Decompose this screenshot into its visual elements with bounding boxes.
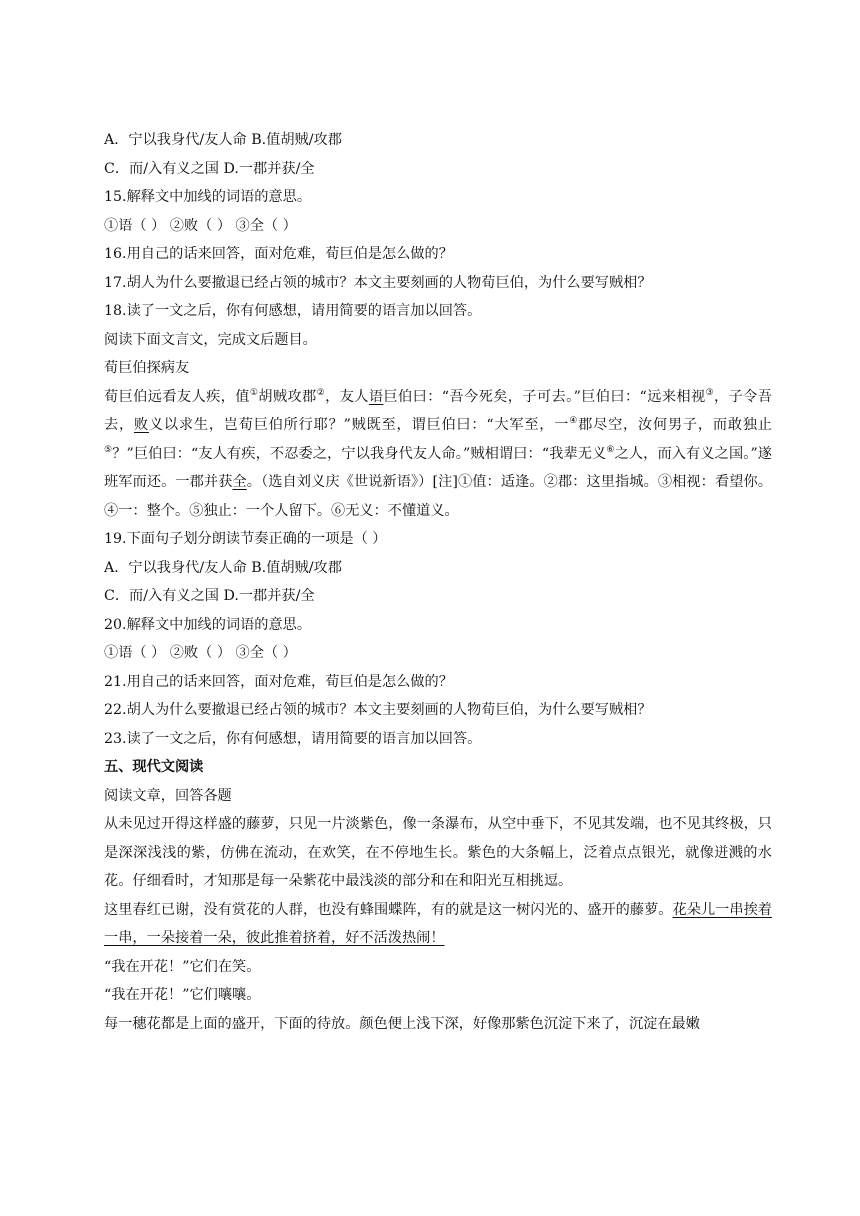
question-16: 16.用自己的话来回答，面对危难，荀巨伯是怎么做的？ [104, 246, 453, 262]
passage-text: 义以求生，岂荀巨伯所行耶？”贼既至，谓巨伯曰：“大军至，一 [148, 417, 570, 433]
passage-text: 。（选自刘义庆《世说新语》）[注]①值：适逢。②郡：这里指城。③相视：看望你。④一：整个。⑤独止：一个人留下。⑥无义：不懂道义。 [104, 474, 772, 519]
question-22: 22.胡人为什么要撤退已经占领的城市？本文主要刻画的人物荀巨伯，为什么要写贼相？ [104, 702, 652, 718]
question-21: 21.用自己的话来回答，面对危难，荀巨伯是怎么做的？ [104, 673, 453, 690]
passage-text: 郡尽空，汝何男子，而敢独止 [578, 417, 772, 433]
question-18: 18.读了一文之后，你有何感想，请用简要的语言加以回答。 [104, 303, 482, 319]
modern-text: 这里春红已谢，没有赏花的人群，也没有蜂围蝶阵，有的就是这一树闪光的、盛开的藤萝。 [104, 901, 673, 918]
question-20: 20.解释文中加线的词语的意思。 [104, 616, 312, 633]
question-17: 17.胡人为什么要撤退已经占领的城市？本文主要刻画的人物荀巨伯，为什么要写贼相？ [104, 274, 652, 291]
passage-text: 巨伯曰：“吾今死矣，子可去。”巨伯曰：“远来相视 [383, 388, 706, 405]
document-page [104, 126, 772, 1038]
classical-passage [104, 383, 772, 526]
q19-options-line2: C．而/入有义之国 D.一郡并获/全 [104, 588, 315, 604]
reading-intro: 阅读下面文言文，完成文后题目。 [104, 331, 317, 348]
note-marker: ⑥ [606, 444, 615, 455]
underlined-word-yu: 语 [368, 388, 384, 405]
question-20-blanks: ①语（ ） ②败（ ） ③全（ ） [104, 645, 297, 661]
passage-title: 荀巨伯探病友 [104, 360, 190, 376]
section-intro: 阅读文章，回答各题 [104, 787, 232, 804]
note-marker: ② [316, 387, 326, 398]
passage-text: 胡贼攻郡 [258, 388, 317, 405]
passage-text: 荀巨伯远看友人疾，值 [104, 388, 250, 405]
passage-text: 之人，而入有义之国。”遂班军而还。一郡并获 [104, 445, 772, 490]
question-23: 23.读了一文之后，你有何感想，请用简要的语言加以回答。 [104, 730, 482, 747]
question-19: 19.下面句子划分朗读节奏正确的一项是（ ） [104, 531, 387, 547]
q14-options-line2: C．而/入有义之国 D.一郡并获/全 [104, 160, 315, 177]
note-marker: ③ [705, 387, 714, 398]
q14-options-line1: A．宁以我身代/友人命 B.值胡贼/攻郡 [104, 132, 342, 148]
modern-para-5: 每一穗花都是上面的盛开，下面的待放。颜色便上浅下深，好像那紫色沉淀下来了，沉淀在最嫩 [104, 1015, 700, 1032]
note-marker: ① [249, 387, 259, 398]
modern-para-4: “我在开花！”它们嚷嚷。 [104, 987, 261, 1003]
note-marker: ④ [569, 416, 579, 426]
question-15-blanks: ①语（ ） ②败（ ） ③全（ ） [104, 217, 297, 234]
q19-options-line1: A．宁以我身代/友人命 B.值胡贼/攻郡 [104, 559, 342, 576]
section-heading: 五、现代文阅读 [104, 759, 204, 775]
note-marker: ⑤ [104, 444, 113, 455]
modern-para-1: 从未见过开得这样盛的藤萝，只见一片淡紫色，像一条瀑布，从空中垂下，不见其发端，也不见其终极，只是深深浅浅的紫，仿佛在流动，在欢笑，在不停地生长。紫色的大条幅上，泛着点点银光，就像迸溅的水花。仔细看时，才知那是每一朵紫花中最浅淡的部分和在和阳光互相挑逗。 [104, 816, 772, 889]
passage-text: ，子令吾去， [104, 388, 772, 433]
underlined-word-quan: 全 [232, 474, 247, 490]
underlined-word-bai: 败 [133, 417, 149, 433]
passage-text: ？”巨伯曰：“友人有疾，不忍委之，宁以我身代友人命。”贼相谓曰：“我辈无义 [112, 445, 607, 462]
modern-para-2 [104, 896, 772, 953]
underlined-sentence: 花朵儿一串挨着一串，一朵接着一朵，彼此推着挤着，好不活泼热闹！ [104, 901, 772, 946]
passage-text: ，友人 [325, 388, 369, 405]
modern-para-3: “我在开花！”它们在笑。 [104, 958, 261, 975]
question-15: 15.解释文中加线的词语的意思。 [104, 189, 312, 205]
